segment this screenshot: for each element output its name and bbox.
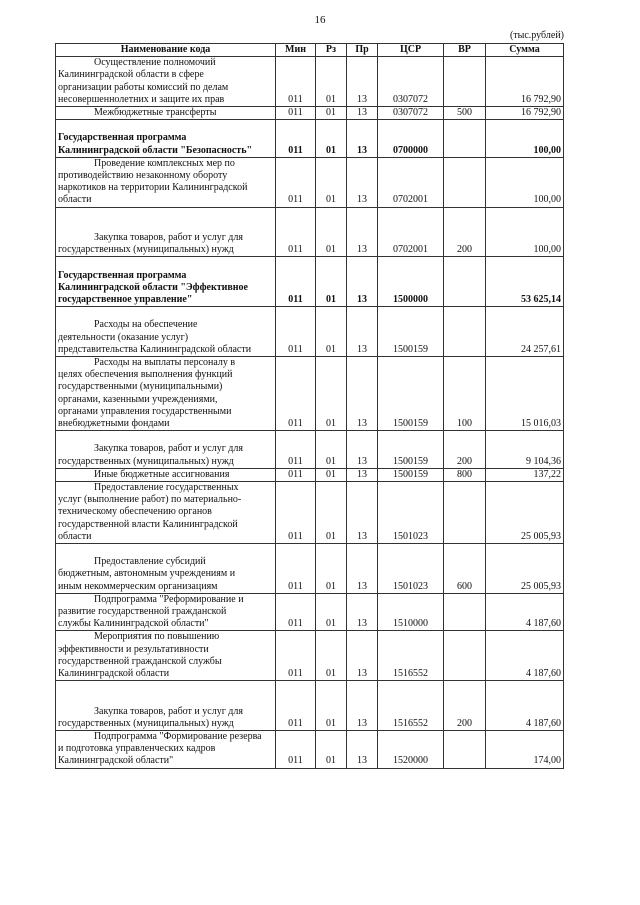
header-csr: ЦСР bbox=[378, 44, 444, 57]
row-vr: 200 bbox=[444, 681, 486, 731]
row-name-line bbox=[58, 257, 273, 269]
row-name bbox=[56, 57, 276, 107]
row-name-line: организации работы комиссий по делам bbox=[58, 81, 229, 93]
row-name-line: Подпрограмма "Реформирование и bbox=[94, 593, 244, 605]
row-csr: 1501023 bbox=[378, 544, 444, 594]
row-name-line: государственных (муниципальных) нужд bbox=[58, 455, 234, 467]
row-name-line: Осуществление полномочий bbox=[94, 57, 216, 69]
row-sum: 16 792,90 bbox=[486, 107, 564, 120]
table-body bbox=[56, 57, 564, 768]
row-min: 011 bbox=[276, 57, 316, 107]
row-csr: 0700000 bbox=[378, 120, 444, 158]
row-name-line bbox=[58, 681, 273, 693]
unit-label: (тыс.рублей) bbox=[509, 30, 564, 41]
row-name-line: противодействию незаконному обороту bbox=[58, 170, 228, 182]
row-csr: 1516552 bbox=[378, 681, 444, 731]
row-pr: 13 bbox=[347, 257, 378, 307]
row-min: 011 bbox=[276, 107, 316, 120]
row-name-line: государственными (муниципальными) bbox=[58, 381, 223, 393]
row-name-line: органами, казенными учреждениями, bbox=[58, 393, 218, 405]
row-pr: 13 bbox=[347, 107, 378, 120]
row-name-line: техническому обеспечению органов bbox=[58, 506, 212, 518]
row-min: 011 bbox=[276, 544, 316, 594]
row-name-line: представительства Калининградской области bbox=[58, 343, 252, 355]
row-rz: 01 bbox=[316, 482, 347, 544]
row-vr bbox=[444, 257, 486, 307]
row-vr: 800 bbox=[444, 468, 486, 481]
row-csr: 1500159 bbox=[378, 468, 444, 481]
row-name bbox=[56, 593, 276, 631]
row-name-line: органами управления государственными bbox=[58, 405, 232, 417]
row-vr: 200 bbox=[444, 207, 486, 257]
row-min: 011 bbox=[276, 681, 316, 731]
row-name bbox=[56, 257, 276, 307]
row-name-line: области bbox=[58, 530, 92, 542]
row-pr: 13 bbox=[347, 593, 378, 631]
row-min: 011 bbox=[276, 207, 316, 257]
row-min: 011 bbox=[276, 631, 316, 681]
row-name bbox=[56, 157, 276, 207]
row-name-line: Расходы на обеспечение bbox=[94, 319, 198, 331]
row-name-line: эффективности и результативности bbox=[58, 643, 209, 655]
table-row bbox=[56, 157, 564, 207]
row-sum: 174,00 bbox=[486, 731, 564, 769]
row-name-line: Закупка товаров, работ и услуг для bbox=[94, 443, 243, 455]
table-row bbox=[56, 307, 564, 357]
row-name-line: Калининградской области "Эффективное bbox=[58, 281, 248, 293]
row-rz: 01 bbox=[316, 357, 347, 431]
row-name-line: Иные бюджетные ассигнования bbox=[94, 468, 230, 480]
table-row bbox=[56, 207, 564, 257]
row-csr: 0307072 bbox=[378, 107, 444, 120]
row-name-line: области bbox=[58, 194, 92, 206]
row-vr: 100 bbox=[444, 357, 486, 431]
row-name-line: и подготовка управленческих кадров bbox=[58, 743, 216, 755]
row-sum: 15 016,03 bbox=[486, 357, 564, 431]
row-rz: 01 bbox=[316, 544, 347, 594]
row-min: 011 bbox=[276, 357, 316, 431]
budget-table bbox=[55, 43, 564, 769]
row-vr bbox=[444, 482, 486, 544]
row-pr: 13 bbox=[347, 544, 378, 594]
row-name bbox=[56, 431, 276, 469]
header-rz: Рз bbox=[316, 44, 347, 57]
row-min: 011 bbox=[276, 157, 316, 207]
row-name-line: государственных (муниципальных) нужд bbox=[58, 244, 234, 256]
row-name-line: бюджетным, автономным учреждениям и bbox=[58, 568, 236, 580]
header-name: Наименование кода bbox=[56, 44, 276, 57]
row-rz: 01 bbox=[316, 107, 347, 120]
row-sum: 137,22 bbox=[486, 468, 564, 481]
row-csr: 1516552 bbox=[378, 631, 444, 681]
row-name-line bbox=[58, 544, 273, 556]
row-vr bbox=[444, 57, 486, 107]
row-name-line: Калининградской области bbox=[58, 668, 170, 680]
table-row bbox=[56, 482, 564, 544]
table-row bbox=[56, 468, 564, 481]
row-name-line: Предоставление субсидий bbox=[94, 556, 206, 568]
table-row bbox=[56, 357, 564, 431]
row-sum: 100,00 bbox=[486, 120, 564, 158]
row-name-line: Расходы на выплаты персоналу в bbox=[94, 357, 236, 368]
row-csr: 1500159 bbox=[378, 307, 444, 357]
row-rz: 01 bbox=[316, 468, 347, 481]
row-name bbox=[56, 107, 276, 120]
row-min: 011 bbox=[276, 431, 316, 469]
row-vr bbox=[444, 307, 486, 357]
row-name bbox=[56, 631, 276, 681]
row-pr: 13 bbox=[347, 157, 378, 207]
row-pr: 13 bbox=[347, 357, 378, 431]
row-name-line: Предоставление государственных bbox=[94, 482, 239, 494]
row-rz: 01 bbox=[316, 307, 347, 357]
row-pr: 13 bbox=[347, 207, 378, 257]
row-pr: 13 bbox=[347, 468, 378, 481]
row-name-line: государственных (муниципальных) нужд bbox=[58, 717, 234, 729]
row-name-line bbox=[58, 220, 273, 232]
row-name-line: Проведение комплексных мер по bbox=[94, 157, 235, 169]
row-name-line bbox=[58, 693, 273, 705]
row-csr: 1501023 bbox=[378, 482, 444, 544]
row-name bbox=[56, 681, 276, 731]
row-min: 011 bbox=[276, 257, 316, 307]
row-name-line: Калининградской области в сфере bbox=[58, 69, 204, 81]
row-rz: 01 bbox=[316, 207, 347, 257]
row-rz: 01 bbox=[316, 731, 347, 769]
row-vr: 600 bbox=[444, 544, 486, 594]
row-name-line: Мероприятия по повышению bbox=[94, 631, 220, 643]
row-name-line: наркотиков на территории Калининградской bbox=[58, 182, 248, 194]
row-name-line: развитие государственной гражданской bbox=[58, 606, 227, 618]
page-number: 16 bbox=[314, 14, 326, 26]
row-pr: 13 bbox=[347, 482, 378, 544]
row-pr: 13 bbox=[347, 307, 378, 357]
row-vr bbox=[444, 731, 486, 769]
row-name-line bbox=[58, 431, 273, 443]
header-sum: Сумма bbox=[486, 44, 564, 57]
row-sum: 100,00 bbox=[486, 207, 564, 257]
row-name-line: Закупка товаров, работ и услуг для bbox=[94, 232, 243, 243]
row-vr bbox=[444, 631, 486, 681]
table-row bbox=[56, 731, 564, 769]
row-name bbox=[56, 357, 276, 431]
table-header bbox=[56, 44, 564, 57]
header-vr: ВР bbox=[444, 44, 486, 57]
row-csr: 1510000 bbox=[378, 593, 444, 631]
row-name-line bbox=[58, 120, 273, 132]
row-pr: 13 bbox=[347, 120, 378, 158]
row-rz: 01 bbox=[316, 257, 347, 307]
row-sum: 4 187,60 bbox=[486, 681, 564, 731]
row-pr: 13 bbox=[347, 731, 378, 769]
row-min: 011 bbox=[276, 468, 316, 481]
row-rz: 01 bbox=[316, 157, 347, 207]
row-name-line: государственное управление" bbox=[58, 294, 193, 305]
row-csr: 1500000 bbox=[378, 257, 444, 307]
table-row bbox=[56, 431, 564, 469]
row-name-line: Закупка товаров, работ и услуг для bbox=[94, 705, 243, 717]
row-sum: 25 005,93 bbox=[486, 544, 564, 594]
row-name-line: иным некоммерческим организациям bbox=[58, 580, 218, 592]
row-min: 011 bbox=[276, 482, 316, 544]
row-name-line bbox=[58, 208, 273, 220]
header-pr: Пр bbox=[347, 44, 378, 57]
row-vr bbox=[444, 593, 486, 631]
row-csr: 1500159 bbox=[378, 431, 444, 469]
row-name-line: несовершеннолетних и защите их прав bbox=[58, 93, 225, 105]
row-sum: 4 187,60 bbox=[486, 631, 564, 681]
row-name bbox=[56, 207, 276, 257]
table-row bbox=[56, 593, 564, 631]
row-csr: 0702001 bbox=[378, 207, 444, 257]
row-sum: 25 005,93 bbox=[486, 482, 564, 544]
row-name bbox=[56, 482, 276, 544]
row-sum: 24 257,61 bbox=[486, 307, 564, 357]
row-name-line: Государственная программа bbox=[58, 132, 187, 144]
row-pr: 13 bbox=[347, 631, 378, 681]
row-pr: 13 bbox=[347, 431, 378, 469]
table-row bbox=[56, 681, 564, 731]
row-rz: 01 bbox=[316, 57, 347, 107]
row-csr: 0307072 bbox=[378, 57, 444, 107]
row-rz: 01 bbox=[316, 431, 347, 469]
row-name bbox=[56, 731, 276, 769]
row-rz: 01 bbox=[316, 593, 347, 631]
row-name bbox=[56, 307, 276, 357]
row-vr bbox=[444, 157, 486, 207]
table-row bbox=[56, 57, 564, 107]
row-vr: 500 bbox=[444, 107, 486, 120]
row-sum: 9 104,36 bbox=[486, 431, 564, 469]
row-min: 011 bbox=[276, 120, 316, 158]
row-name bbox=[56, 544, 276, 594]
row-min: 011 bbox=[276, 307, 316, 357]
table-row bbox=[56, 631, 564, 681]
row-name-line: Калининградской области "Безопасность" bbox=[58, 144, 253, 156]
row-rz: 01 bbox=[316, 631, 347, 681]
row-name-line: целях обеспечения выполнения функций bbox=[58, 369, 233, 381]
row-rz: 01 bbox=[316, 681, 347, 731]
row-name-line: деятельности (оказание услуг) bbox=[58, 331, 189, 343]
row-min: 011 bbox=[276, 731, 316, 769]
row-name-line: службы Калининградской области" bbox=[58, 618, 209, 630]
row-pr: 13 bbox=[347, 57, 378, 107]
row-name-line: государственной власти Калининградской bbox=[58, 518, 238, 530]
row-vr: 200 bbox=[444, 431, 486, 469]
table-row bbox=[56, 107, 564, 120]
row-name-line bbox=[58, 307, 273, 319]
row-name-line: Государственная программа bbox=[58, 269, 187, 281]
table-row bbox=[56, 120, 564, 158]
row-rz: 01 bbox=[316, 120, 347, 158]
row-csr: 1500159 bbox=[378, 357, 444, 431]
row-sum: 4 187,60 bbox=[486, 593, 564, 631]
row-csr: 0702001 bbox=[378, 157, 444, 207]
row-sum: 16 792,90 bbox=[486, 57, 564, 107]
row-name-line: Калининградской области" bbox=[58, 755, 174, 767]
row-vr bbox=[444, 120, 486, 158]
row-min: 011 bbox=[276, 593, 316, 631]
row-name bbox=[56, 120, 276, 158]
row-sum: 100,00 bbox=[486, 157, 564, 207]
table-row bbox=[56, 257, 564, 307]
row-name-line: услуг (выполнение работ) по материально- bbox=[58, 494, 242, 506]
header-min: Мин bbox=[276, 44, 316, 57]
row-name-line: внебюджетными фондами bbox=[58, 418, 170, 430]
row-name bbox=[56, 468, 276, 481]
row-pr: 13 bbox=[347, 681, 378, 731]
row-name-line: Подпрограмма "Формирование резерва bbox=[94, 731, 262, 743]
row-csr: 1520000 bbox=[378, 731, 444, 769]
table-row bbox=[56, 544, 564, 594]
row-name-line: государственной гражданской службы bbox=[58, 655, 222, 667]
row-sum: 53 625,14 bbox=[486, 257, 564, 307]
row-name-line: Межбюджетные трансферты bbox=[94, 107, 217, 119]
